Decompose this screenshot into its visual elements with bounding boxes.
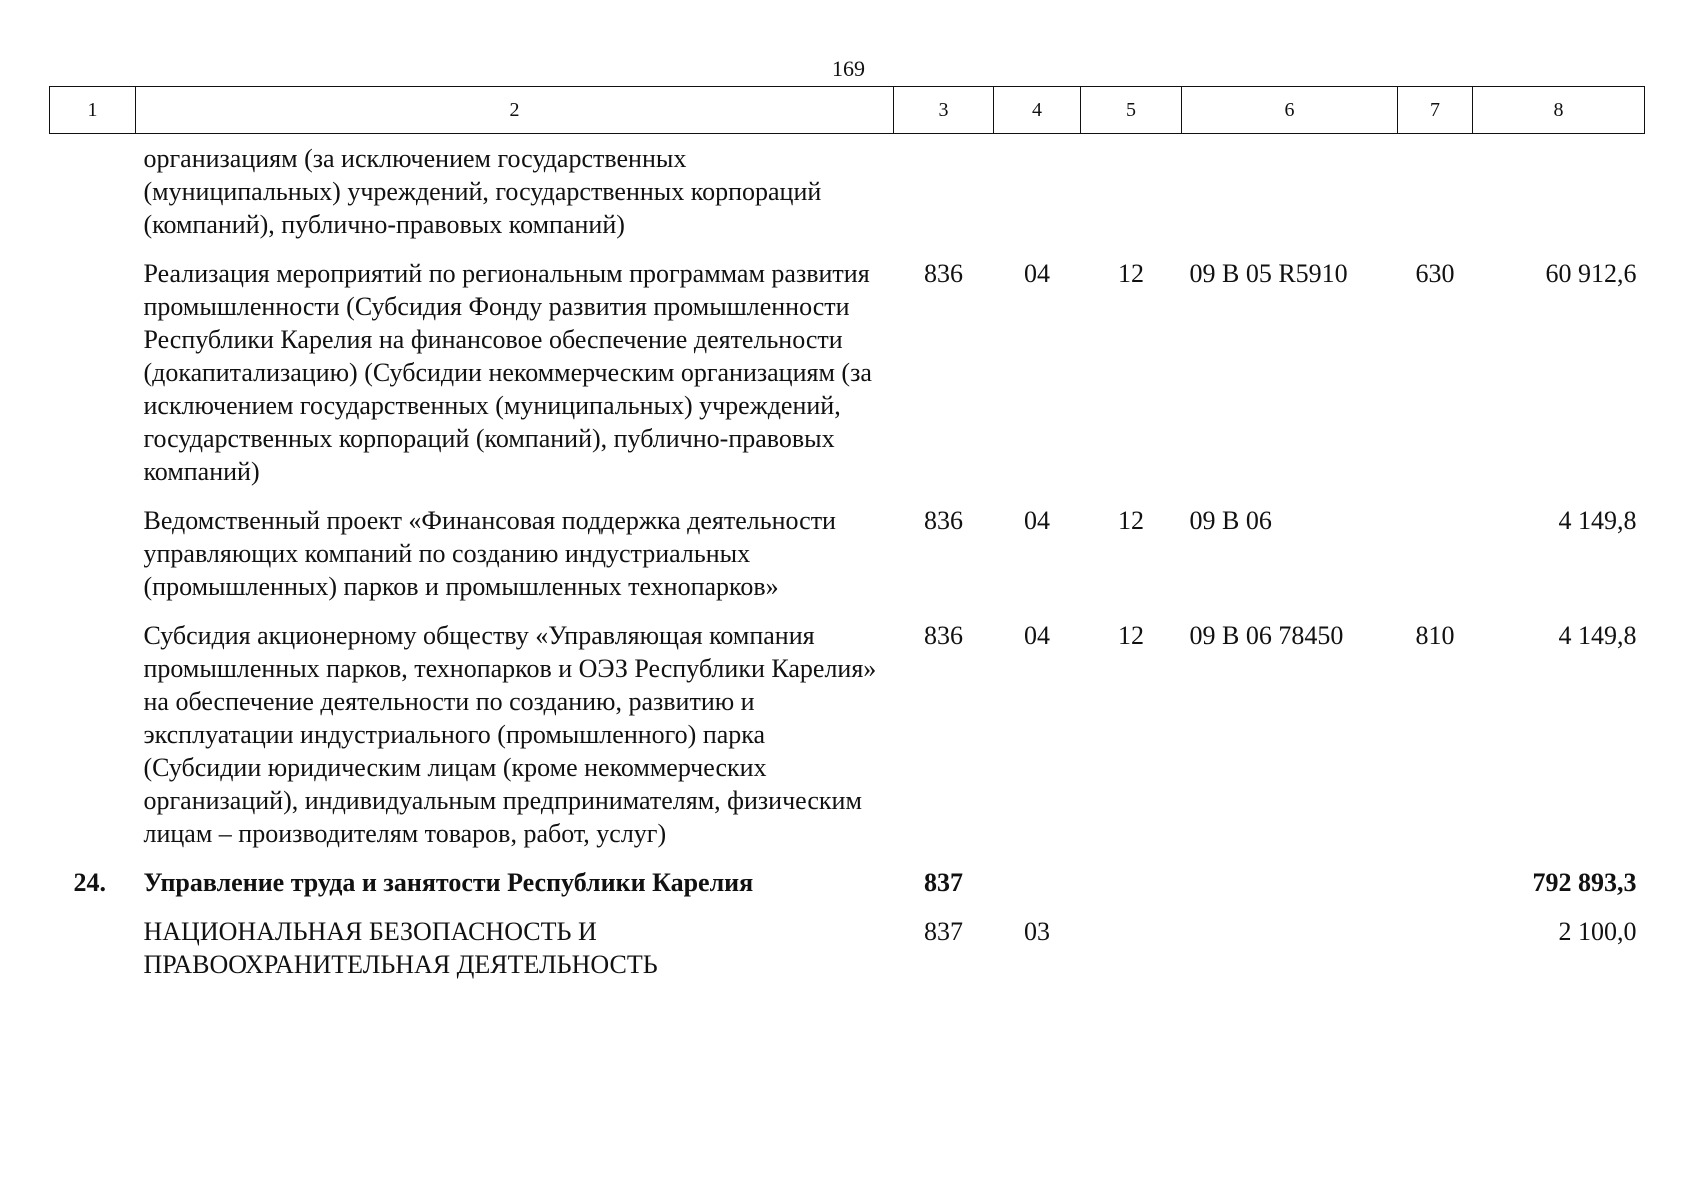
header-cell-5: 5 [1081,87,1182,134]
row-number [50,257,136,504]
table-row [50,504,1645,619]
header-cell-4: 4 [994,87,1081,134]
header-cell-8: 8 [1473,87,1645,134]
row-number [50,915,136,997]
table-row [50,619,1645,866]
row-section: 04 [1024,621,1050,650]
row-section: 03 [1024,917,1050,946]
table-header [50,87,1645,134]
row-number [50,134,136,258]
row-grbs: 836 [924,621,963,650]
row-target-article [1182,866,1398,915]
header-cell-1: 1 [50,87,136,134]
table-body [50,134,1645,998]
header-cell-7: 7 [1398,87,1473,134]
row-grbs [894,134,994,258]
row-name: Реализация мероприятий по региональным программам развития промышленности (Субсидия Фонду развития промышленности Республики Карелия на финансовое обеспечение деятельности (докапитализацию) (Субсидии некоммерческим организациям (за исключением государственных (муниципальных) учреждений, государственных корпораций (компаний), публично-правовых компаний) [143,259,872,486]
table-row [50,134,1645,258]
row-grbs: 837 [924,917,963,946]
row-subsection: 12 [1118,506,1144,535]
row-expense-type [1398,915,1473,997]
table-row [50,257,1645,504]
row-sum: 2 100,0 [1558,917,1637,946]
table-row-department [50,866,1645,915]
row-sum [1473,134,1645,258]
row-section: 04 [1024,259,1050,288]
row-grbs: 836 [924,259,963,288]
row-target-article: 09 В 06 [1189,506,1272,535]
row-target-article: 09 В 05 R5910 [1189,259,1348,288]
row-name: Управление труда и занятости Республики Карелия [143,868,754,897]
row-sum: 4 149,8 [1558,621,1637,650]
budget-table [49,86,1645,997]
row-number: 24. [73,868,106,897]
row-sum: 4 149,8 [1558,506,1637,535]
row-expense-type [1398,134,1473,258]
row-number [50,619,136,866]
row-section [994,866,1081,915]
row-grbs: 836 [924,506,963,535]
page-number: 169 [832,56,865,81]
row-section: 04 [1024,506,1050,535]
row-number [50,504,136,619]
row-subsection [1081,866,1182,915]
row-subsection: 12 [1118,621,1144,650]
row-name: Субсидия акционерному обществу «Управляющая компания промышленных парков, технопарков и ОЭЗ Республики Карелия» на обеспечение деятельности по созданию, развитию и эксплуатации индустриального (промышленного) парка (Субсидии юридическим лицам (кроме некоммерческих организаций), индивидуальным предпринимателям, физическим лицам – производителям товаров, работ, услуг) [143,621,877,848]
row-subsection: 12 [1118,259,1144,288]
row-expense-type [1398,866,1473,915]
row-name: НАЦИОНАЛЬНАЯ БЕЗОПАСНОСТЬ И ПРАВООХРАНИТЕЛЬНАЯ ДЕЯТЕЛЬНОСТЬ [143,917,658,979]
row-expense-type: 810 [1415,621,1455,650]
header-cell-2: 2 [136,87,894,134]
row-sum: 60 912,6 [1545,259,1637,288]
table-row [50,915,1645,997]
row-expense-type: 630 [1415,259,1455,288]
row-sum: 792 893,3 [1532,868,1637,897]
row-target-article [1182,134,1398,258]
row-target-article: 09 В 06 78450 [1189,621,1344,650]
row-section [994,134,1081,258]
row-subsection [1081,134,1182,258]
row-target-article [1182,915,1398,997]
row-name: организациям (за исключением государственных (муниципальных) учреждений, государственных корпораций (компаний), публично-правовых компаний) [143,144,822,239]
header-cell-3: 3 [894,87,994,134]
row-grbs: 837 [924,868,963,897]
row-expense-type [1398,504,1473,619]
header-cell-6: 6 [1182,87,1398,134]
row-name: Ведомственный проект «Финансовая поддержка деятельности управляющих компаний по созданию индустриальных (промышленных) парков и промышленных технопарков» [143,506,836,601]
row-subsection [1081,915,1182,997]
header-row [50,87,1645,134]
